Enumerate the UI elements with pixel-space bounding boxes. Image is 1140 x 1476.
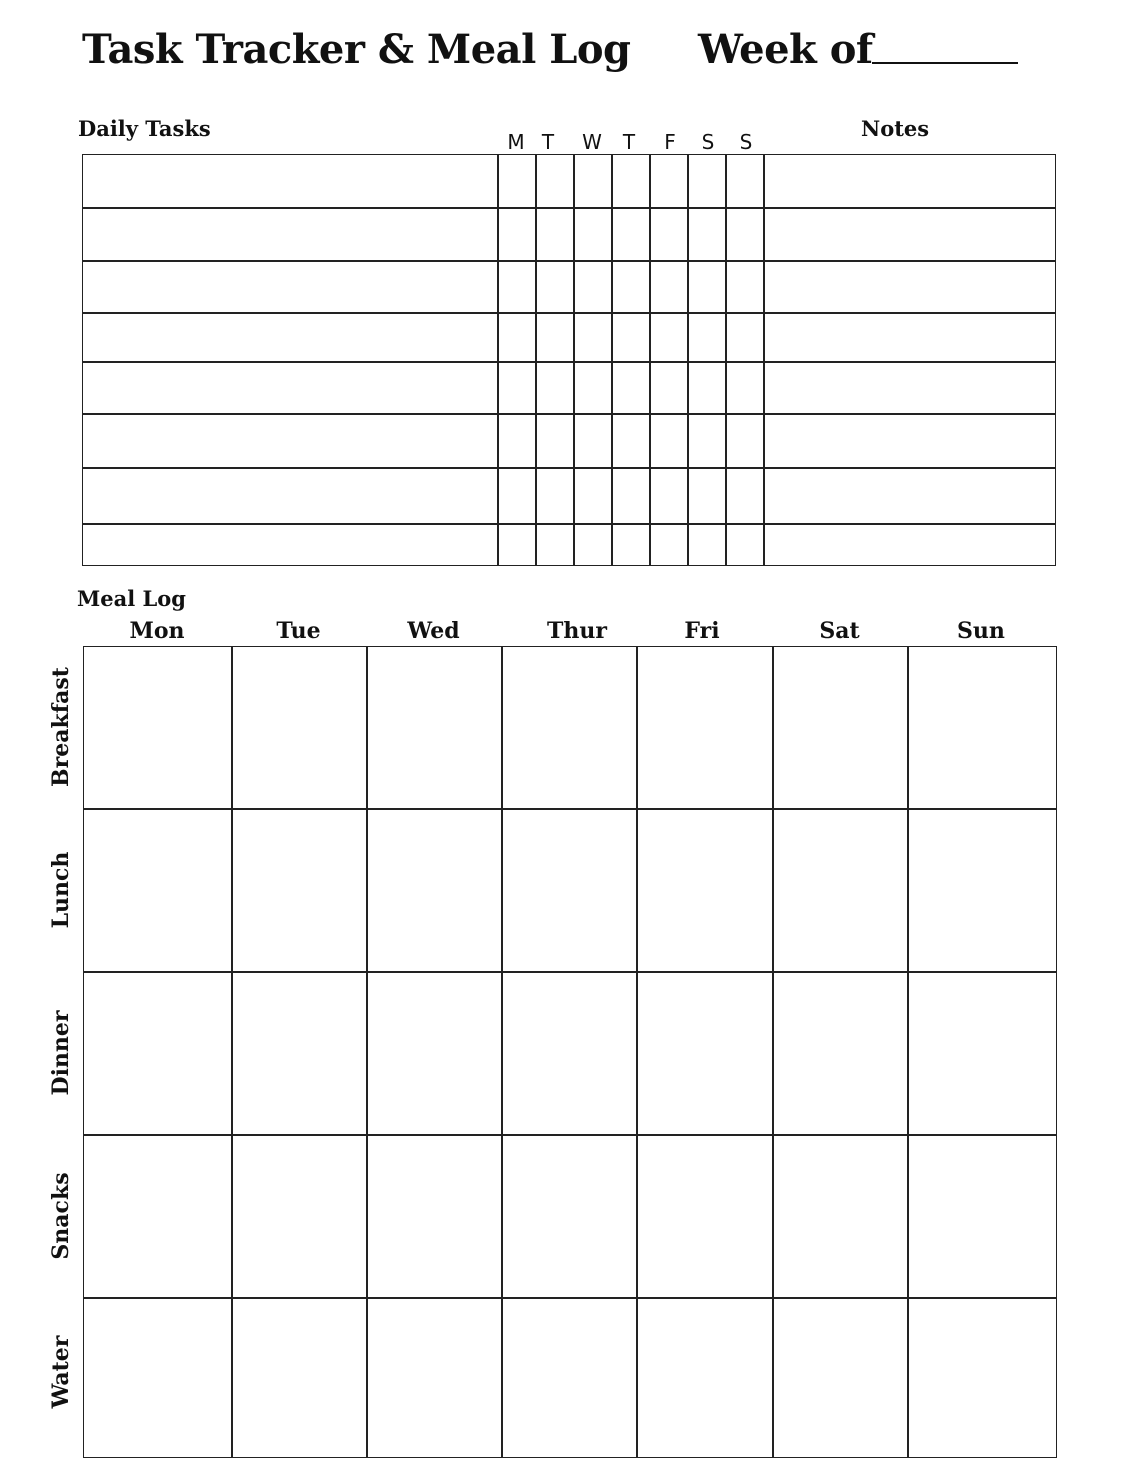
meal-cell-lunch-wed[interactable] — [367, 809, 502, 972]
meal-cell-water-mon[interactable] — [84, 1298, 232, 1459]
task-check-mon[interactable] — [498, 208, 536, 261]
meal-cell-breakfast-tue[interactable] — [232, 647, 367, 809]
meal-log-table — [83, 646, 1057, 1458]
task-day-letter-saturday: S — [701, 130, 715, 154]
meal-day-header-tue: Tue — [276, 618, 321, 644]
task-name-cell[interactable] — [83, 468, 498, 524]
task-check-mon[interactable] — [498, 524, 536, 567]
task-day-letter-friday: F — [664, 130, 676, 154]
task-name-cell[interactable] — [83, 524, 498, 567]
task-check-thu[interactable] — [612, 362, 650, 414]
task-check-mon[interactable] — [498, 261, 536, 313]
meal-cell-water-sat[interactable] — [773, 1298, 908, 1459]
task-check-tue[interactable] — [536, 208, 574, 261]
task-check-thu[interactable] — [612, 468, 650, 524]
task-check-wed[interactable] — [574, 155, 612, 208]
meal-cell-water-tue[interactable] — [232, 1298, 367, 1459]
task-check-tue[interactable] — [536, 414, 574, 468]
meal-cell-snacks-tue[interactable] — [232, 1135, 367, 1298]
task-check-sun[interactable] — [726, 313, 764, 362]
meal-cell-snacks-fri[interactable] — [637, 1135, 773, 1298]
meal-cell-snacks-mon[interactable] — [84, 1135, 232, 1298]
meal-cell-snacks-sat[interactable] — [773, 1135, 908, 1298]
meal-row-label-water: Water — [48, 1335, 74, 1409]
task-check-fri[interactable] — [650, 362, 688, 414]
meal-day-header-thur: Thur — [547, 618, 607, 644]
task-check-sat[interactable] — [688, 468, 726, 524]
meal-cell-water-sun[interactable] — [908, 1298, 1058, 1459]
task-check-mon[interactable] — [498, 362, 536, 414]
task-check-sun[interactable] — [726, 208, 764, 261]
meal-cell-snacks-wed[interactable] — [367, 1135, 502, 1298]
task-check-thu[interactable] — [612, 155, 650, 208]
notes-heading: Notes — [861, 116, 930, 141]
task-name-cell[interactable] — [83, 414, 498, 468]
task-notes-cell[interactable] — [764, 208, 1057, 261]
task-check-sun[interactable] — [726, 524, 764, 567]
meal-day-header-sun: Sun — [957, 618, 1005, 644]
meal-cell-water-thur[interactable] — [502, 1298, 637, 1459]
task-notes-cell[interactable] — [764, 261, 1057, 313]
task-check-thu[interactable] — [612, 524, 650, 567]
task-check-fri[interactable] — [650, 155, 688, 208]
task-notes-cell[interactable] — [764, 313, 1057, 362]
daily-tasks-table — [82, 154, 1056, 566]
task-check-mon[interactable] — [498, 313, 536, 362]
meal-cell-breakfast-mon[interactable] — [84, 647, 232, 809]
meal-cell-dinner-tue[interactable] — [232, 972, 367, 1135]
task-check-fri[interactable] — [650, 313, 688, 362]
task-check-fri[interactable] — [650, 468, 688, 524]
task-check-wed[interactable] — [574, 313, 612, 362]
task-check-wed[interactable] — [574, 468, 612, 524]
meal-cell-dinner-mon[interactable] — [84, 972, 232, 1135]
meal-cell-dinner-sat[interactable] — [773, 972, 908, 1135]
meal-row-label-breakfast: Breakfast — [48, 667, 74, 787]
task-check-sat[interactable] — [688, 362, 726, 414]
meal-cell-lunch-thur[interactable] — [502, 809, 637, 972]
task-name-cell[interactable] — [83, 362, 498, 414]
meal-cell-lunch-fri[interactable] — [637, 809, 773, 972]
meal-day-header-fri: Fri — [684, 618, 720, 644]
task-check-sun[interactable] — [726, 414, 764, 468]
task-check-sat[interactable] — [688, 524, 726, 567]
task-check-wed[interactable] — [574, 208, 612, 261]
task-check-sun[interactable] — [726, 362, 764, 414]
meal-day-header-wed: Wed — [407, 618, 460, 644]
page-title: Task Tracker & Meal Log — [82, 26, 631, 73]
task-check-wed[interactable] — [574, 362, 612, 414]
task-notes-cell[interactable] — [764, 524, 1057, 567]
meal-row-label-snacks: Snacks — [48, 1172, 74, 1260]
task-check-tue[interactable] — [536, 261, 574, 313]
task-name-cell[interactable] — [83, 155, 498, 208]
task-name-cell[interactable] — [83, 261, 498, 313]
meal-row-label-dinner: Dinner — [48, 1010, 74, 1096]
task-check-sun[interactable] — [726, 261, 764, 313]
task-check-mon[interactable] — [498, 468, 536, 524]
task-check-tue[interactable] — [536, 155, 574, 208]
meal-cell-breakfast-sat[interactable] — [773, 647, 908, 809]
meal-cell-snacks-thur[interactable] — [502, 1135, 637, 1298]
task-check-sun[interactable] — [726, 155, 764, 208]
meal-cell-dinner-thur[interactable] — [502, 972, 637, 1135]
task-check-tue[interactable] — [536, 524, 574, 567]
task-check-fri[interactable] — [650, 208, 688, 261]
task-day-letter-wednesday: W — [582, 130, 602, 154]
meal-cell-breakfast-fri[interactable] — [637, 647, 773, 809]
meal-cell-breakfast-wed[interactable] — [367, 647, 502, 809]
meal-cell-breakfast-sun[interactable] — [908, 647, 1058, 809]
meal-cell-water-fri[interactable] — [637, 1298, 773, 1459]
task-day-letter-monday: M — [507, 130, 525, 154]
task-check-sat[interactable] — [688, 208, 726, 261]
meal-day-header-mon: Mon — [129, 618, 185, 644]
meal-cell-dinner-fri[interactable] — [637, 972, 773, 1135]
task-check-thu[interactable] — [612, 414, 650, 468]
meal-cell-dinner-wed[interactable] — [367, 972, 502, 1135]
task-check-fri[interactable] — [650, 414, 688, 468]
meal-cell-breakfast-thur[interactable] — [502, 647, 637, 809]
task-notes-cell[interactable] — [764, 155, 1057, 208]
task-check-tue[interactable] — [536, 313, 574, 362]
task-check-tue[interactable] — [536, 468, 574, 524]
task-day-letter-tuesday: T — [541, 130, 555, 154]
task-check-sun[interactable] — [726, 468, 764, 524]
meal-cell-dinner-sun[interactable] — [908, 972, 1058, 1135]
task-name-cell[interactable] — [83, 313, 498, 362]
meal-cell-water-wed[interactable] — [367, 1298, 502, 1459]
task-check-wed[interactable] — [574, 414, 612, 468]
task-check-thu[interactable] — [612, 208, 650, 261]
meal-cell-lunch-sat[interactable] — [773, 809, 908, 972]
meal-cell-lunch-tue[interactable] — [232, 809, 367, 972]
task-day-letter-thursday: T — [622, 130, 636, 154]
task-check-thu[interactable] — [612, 313, 650, 362]
task-check-wed[interactable] — [574, 261, 612, 313]
task-check-wed[interactable] — [574, 524, 612, 567]
task-notes-cell[interactable] — [764, 414, 1057, 468]
task-name-cell[interactable] — [83, 208, 498, 261]
meal-cell-lunch-sun[interactable] — [908, 809, 1058, 972]
task-notes-cell[interactable] — [764, 362, 1057, 414]
task-check-sat[interactable] — [688, 414, 726, 468]
task-check-thu[interactable] — [612, 261, 650, 313]
task-check-sat[interactable] — [688, 313, 726, 362]
task-check-fri[interactable] — [650, 261, 688, 313]
task-check-mon[interactable] — [498, 155, 536, 208]
meal-cell-snacks-sun[interactable] — [908, 1135, 1058, 1298]
week-of-blank-line[interactable] — [872, 62, 1018, 64]
week-of-label: Week of — [698, 26, 873, 73]
task-check-sat[interactable] — [688, 261, 726, 313]
task-check-sat[interactable] — [688, 155, 726, 208]
meal-day-header-sat: Sat — [819, 618, 860, 644]
task-check-fri[interactable] — [650, 524, 688, 567]
task-notes-cell[interactable] — [764, 468, 1057, 524]
task-day-letter-sunday: S — [739, 130, 753, 154]
task-check-tue[interactable] — [536, 362, 574, 414]
meal-cell-lunch-mon[interactable] — [84, 809, 232, 972]
meal-log-heading: Meal Log — [77, 586, 186, 611]
meal-row-label-lunch: Lunch — [48, 851, 74, 929]
daily-tasks-heading: Daily Tasks — [78, 116, 211, 141]
task-check-mon[interactable] — [498, 414, 536, 468]
